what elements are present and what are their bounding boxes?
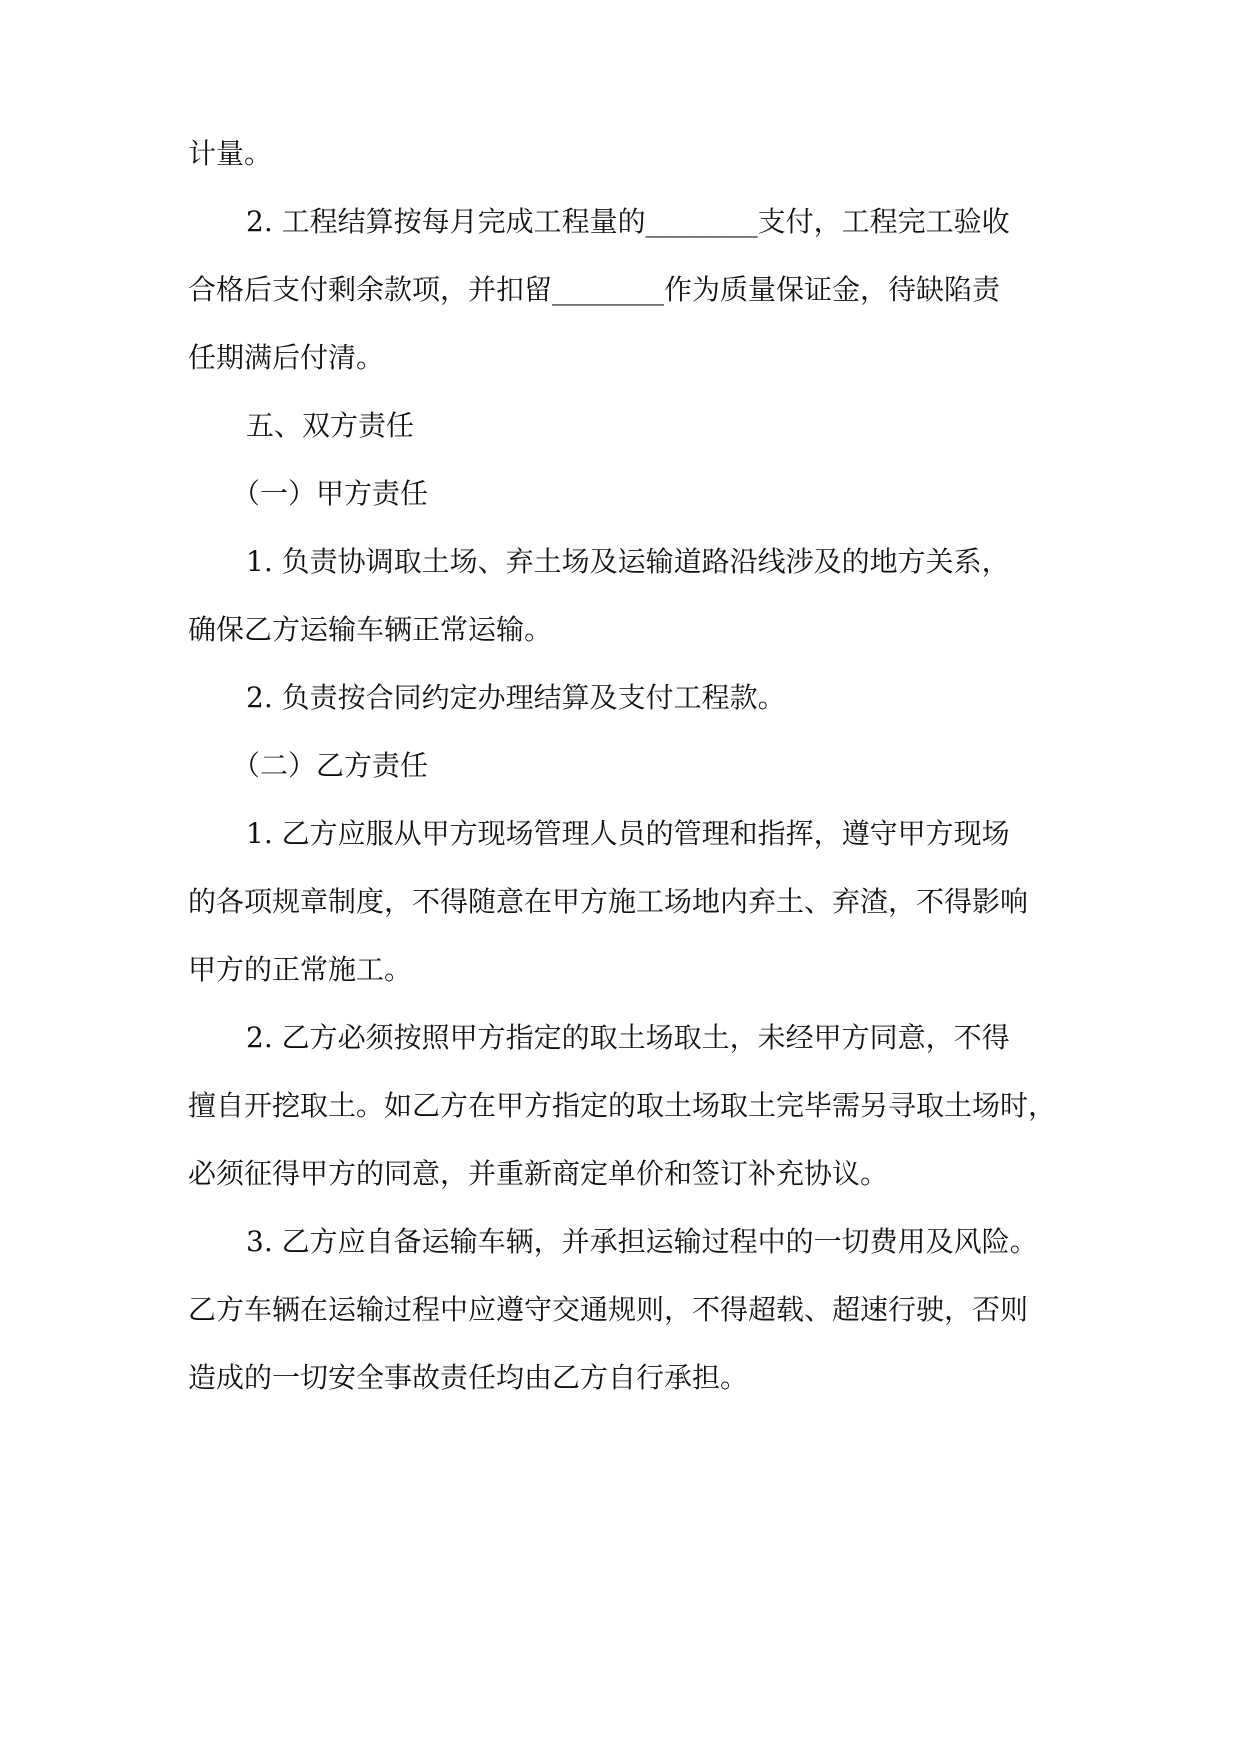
subsection-heading: （二）乙方责任 (232, 749, 429, 782)
text-line: 3. 乙方应自备运输车辆，并承担运输过程中的一切费用及风险。 (246, 1225, 1038, 1258)
text-line: 必须征得甲方的同意，并重新商定单价和签订补充协议。 (188, 1157, 889, 1190)
text-line: 1. 负责协调取土场、弃土场及运输道路沿线涉及的地方关系， (246, 545, 1010, 578)
text-line: 2. 工程结算按每月完成工程量的________支付，工程完工验收 (246, 205, 1010, 238)
text-line: 2. 负责按合同约定办理结算及支付工程款。 (246, 681, 786, 714)
text-line: 甲方的正常施工。 (188, 953, 413, 986)
text-line: 计量。 (188, 137, 273, 170)
section-heading: 五、双方责任 (246, 409, 415, 442)
text-line: 的各项规章制度，不得随意在甲方施工场地内弃土、弃渣，不得影响 (188, 885, 1029, 918)
subsection-heading: （一）甲方责任 (232, 477, 429, 510)
text-line: 乙方车辆在运输过程中应遵守交通规则，不得超载、超速行驶，否则 (188, 1293, 1029, 1326)
text-line: 擅自开挖取土。如乙方在甲方指定的取土场取土完毕需另寻取土场时， (188, 1089, 1057, 1122)
text-line: 任期满后付清。 (188, 341, 385, 374)
text-line: 造成的一切安全事故责任均由乙方自行承担。 (188, 1361, 749, 1394)
text-line: 确保乙方运输车辆正常运输。 (188, 613, 553, 646)
text-line: 合格后支付剩余款项，并扣留________作为质量保证金，待缺陷责 (188, 273, 1001, 306)
text-line: 2. 乙方必须按照甲方指定的取土场取土，未经甲方同意，不得 (246, 1021, 1010, 1054)
text-line: 1. 乙方应服从甲方现场管理人员的管理和指挥，遵守甲方现场 (246, 817, 1010, 850)
